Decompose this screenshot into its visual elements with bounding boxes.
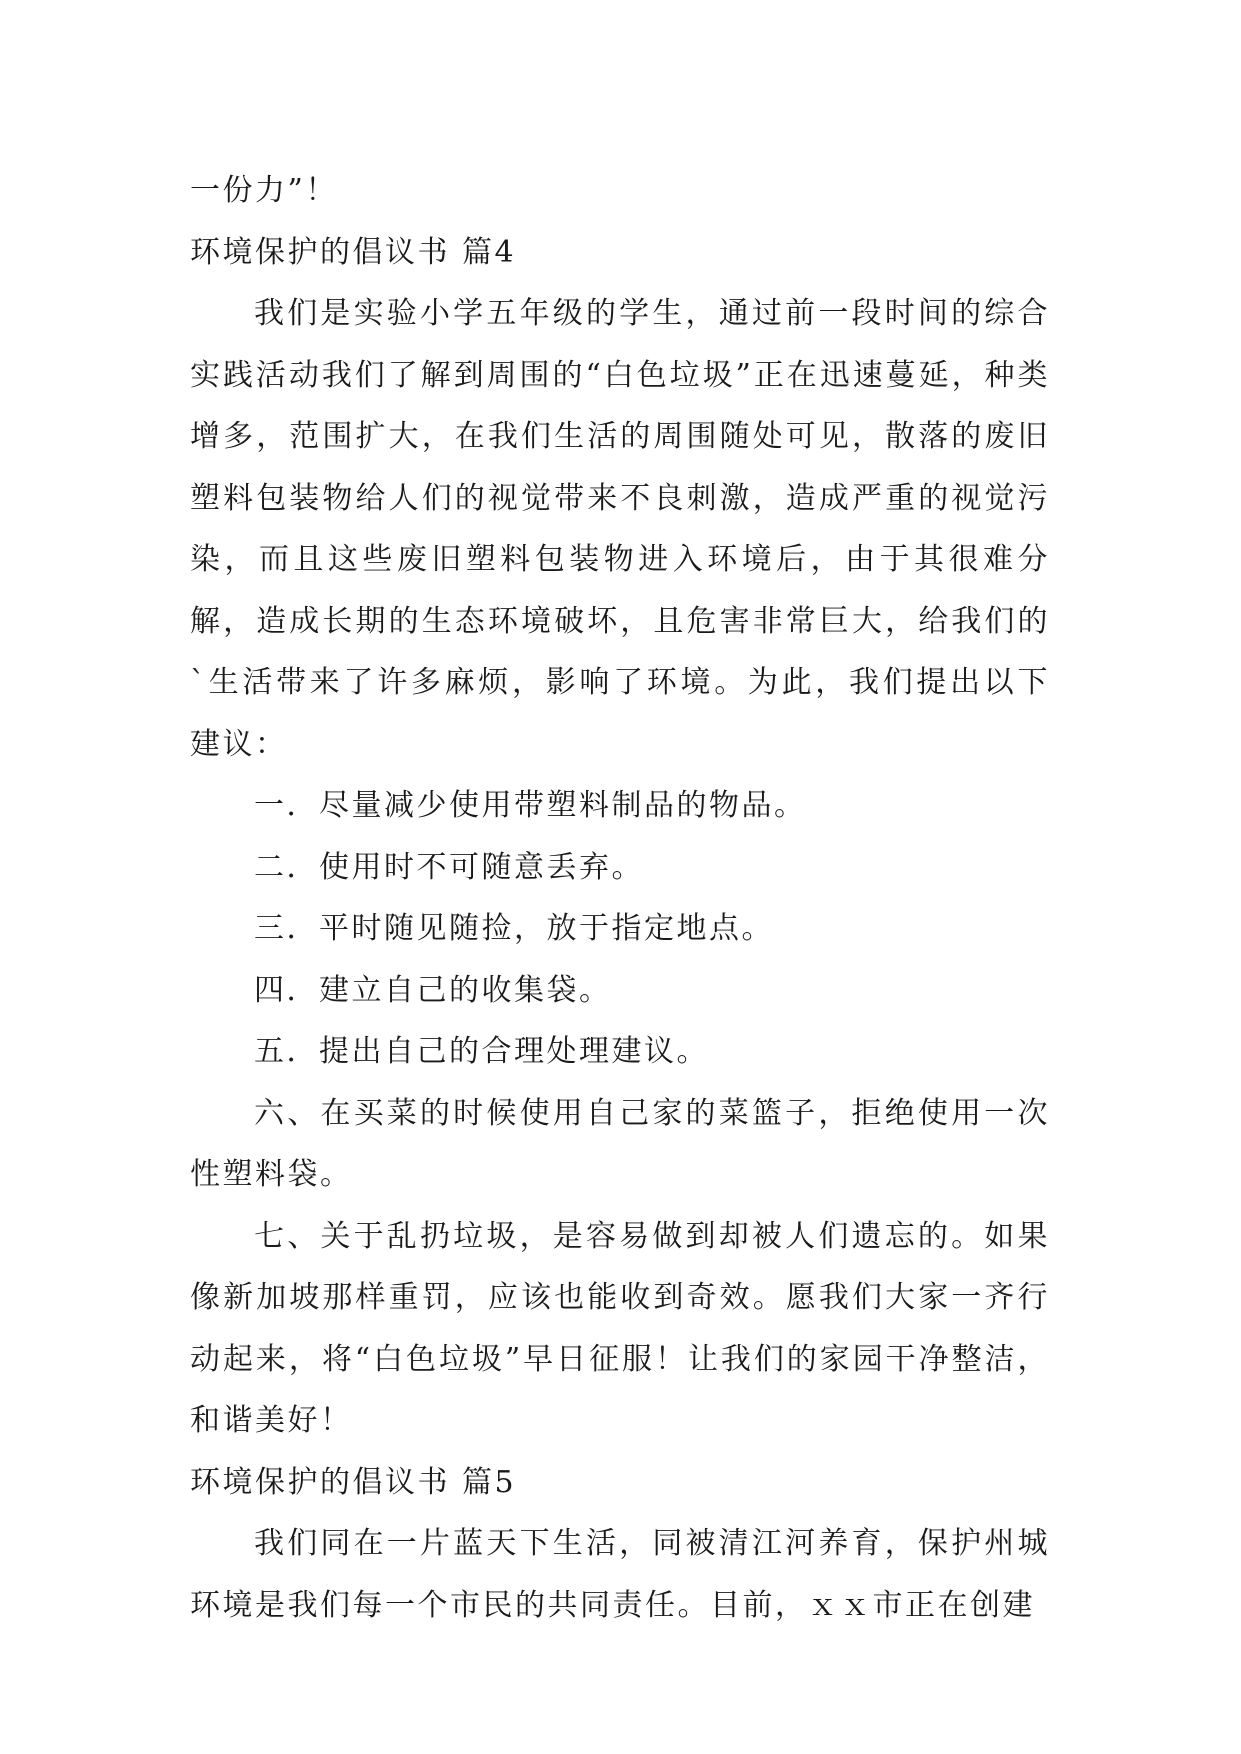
paragraph-intro: 我们是实验小学五年级的学生，通过前一段时间的综合实践活动我们了解到周围的“白色垃圾”正在迅速蔓延，种类增多，范围扩大，在我们生活的周围随处可见，散落的废旧塑料包装物给人们的视觉带来不良刺激，造成严重的视觉污染，而且这些废旧塑料包装物进入环境后，由于其很难分解，造成长期的生态环境破坏，且危害非常巨大，给我们的`生活带来了许多麻烦，影响了环境。为此，我们提出以下建议： — [190, 296, 1050, 762]
suggestion-3: 三．平时随见随捡，放于指定地点。 — [254, 911, 774, 946]
suggestion-6: 六、在买菜的时候使用自己家的菜篮子，拒绝使用一次性塑料袋。 — [190, 1095, 1050, 1192]
continued-text: 一份力”！ — [190, 173, 338, 208]
paragraph-section5-intro: 我们同在一片蓝天下生活，同被清江河养育，保护州城环境是我们每一个市民的共同责任。目前，ｘｘ市正在创建 — [190, 1526, 1050, 1623]
suggestion-1: 一．尽量减少使用带塑料制品的物品。 — [254, 788, 807, 823]
suggestion-7: 七、关于乱扔垃圾，是容易做到却被人们遗忘的。如果像新加坡那样重罚，应该也能收到奇效。愿我们大家一齐行动起来，将“白色垃圾”早日征服！让我们的家园干净整洁，和谐美好！ — [190, 1218, 1050, 1438]
section-heading-4: 环境保护的倡议书 篇4 — [190, 234, 517, 270]
suggestion-4: 四．建立自己的收集袋。 — [254, 972, 612, 1008]
suggestion-5: 五．提出自己的合理处理建议。 — [254, 1034, 709, 1069]
section-heading-5: 环境保护的倡议书 篇5 — [190, 1464, 517, 1500]
suggestion-2: 二．使用时不可随意丢弃。 — [254, 849, 644, 885]
document-body — [190, 160, 1050, 1636]
